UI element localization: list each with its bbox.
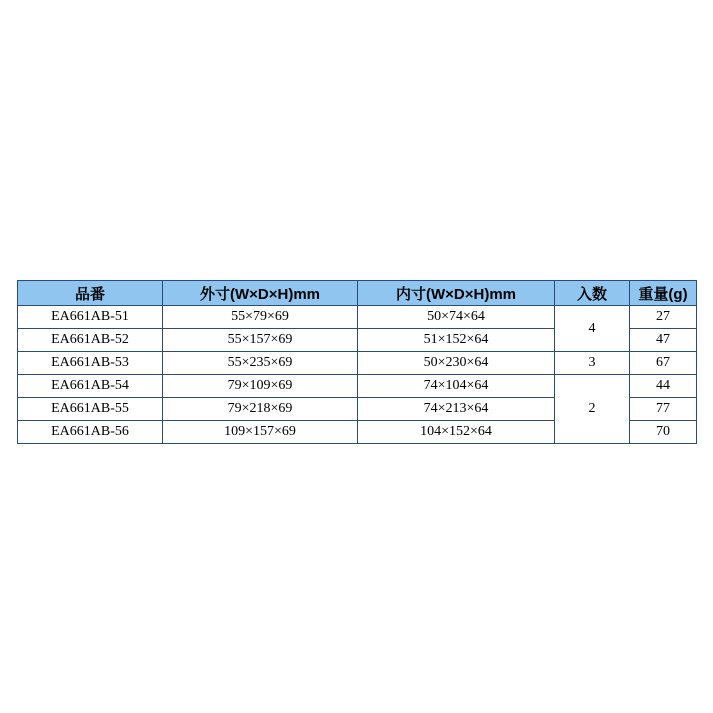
cell-code: EA661AB-52 [18,329,163,352]
column-header-outer-dimensions: 外寸(W×D×H)mm [163,281,358,306]
cell-outer: 55×235×69 [163,352,358,375]
specification-table [17,280,697,444]
cell-outer: 55×79×69 [163,306,358,329]
column-header-code: 品番 [18,281,163,306]
table-row [18,352,697,375]
cell-quantity: 3 [555,352,630,375]
cell-code: EA661AB-56 [18,421,163,444]
cell-weight: 27 [630,306,697,329]
cell-outer: 109×157×69 [163,421,358,444]
cell-weight: 77 [630,398,697,421]
cell-code: EA661AB-55 [18,398,163,421]
column-header-inner-dimensions: 内寸(W×D×H)mm [358,281,555,306]
cell-inner: 74×104×64 [358,375,555,398]
cell-code: EA661AB-54 [18,375,163,398]
column-header-quantity: 入数 [555,281,630,306]
cell-quantity: 2 [555,375,630,444]
table-row [18,375,697,398]
table-header-row [18,281,697,306]
cell-inner: 51×152×64 [358,329,555,352]
cell-weight: 70 [630,421,697,444]
column-header-weight: 重量(g) [630,281,697,306]
cell-inner: 104×152×64 [358,421,555,444]
cell-inner: 50×74×64 [358,306,555,329]
table-row [18,306,697,329]
specification-table-container [17,280,696,444]
cell-quantity: 4 [555,306,630,352]
cell-weight: 47 [630,329,697,352]
cell-weight: 44 [630,375,697,398]
table-body [18,306,697,444]
cell-inner: 74×213×64 [358,398,555,421]
cell-outer: 79×109×69 [163,375,358,398]
cell-outer: 55×157×69 [163,329,358,352]
cell-weight: 67 [630,352,697,375]
cell-inner: 50×230×64 [358,352,555,375]
table-header [18,281,697,306]
cell-outer: 79×218×69 [163,398,358,421]
cell-code: EA661AB-51 [18,306,163,329]
cell-code: EA661AB-53 [18,352,163,375]
